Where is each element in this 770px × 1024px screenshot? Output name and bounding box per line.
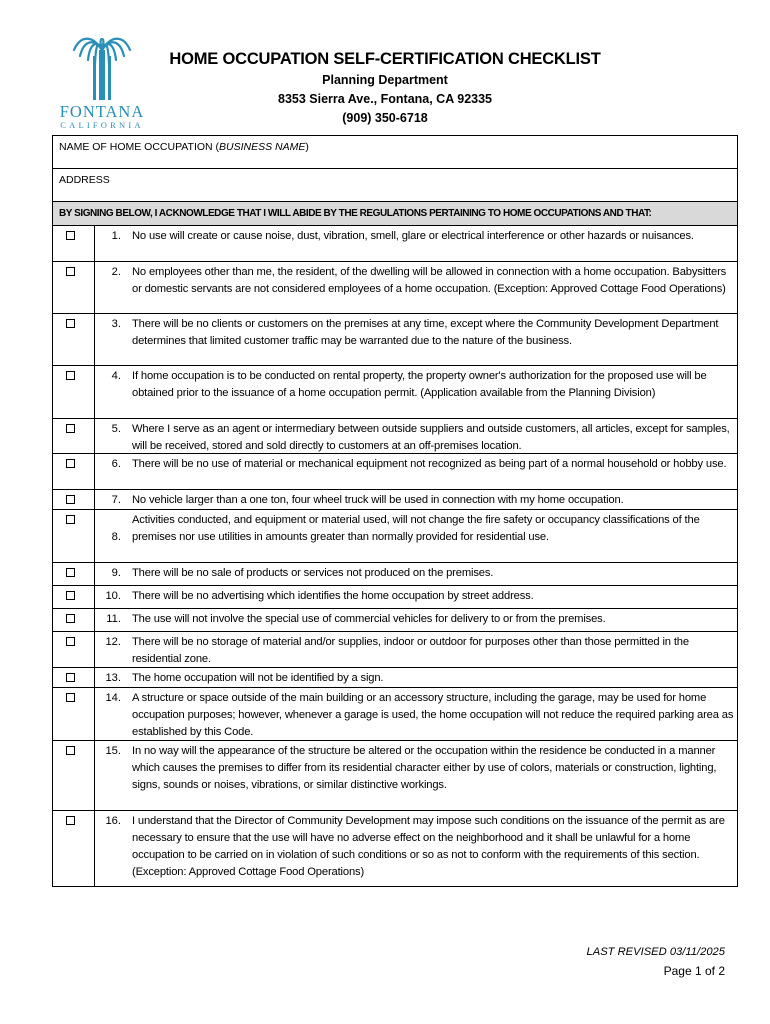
business-name-field[interactable]: [53, 136, 737, 169]
checkbox[interactable]: [66, 424, 75, 433]
checklist-item: [53, 562, 737, 586]
checkbox[interactable]: [66, 371, 75, 380]
address-field[interactable]: [53, 169, 737, 202]
page-number: Page 1 of 2: [663, 964, 725, 978]
item-number: 6.: [111, 458, 121, 470]
checklist-item: [53, 261, 737, 314]
department-phone: (909) 350-6718: [342, 111, 428, 125]
page-title: HOME OCCUPATION SELF-CERTIFICATION CHECKLIST: [169, 50, 601, 68]
checkbox[interactable]: [66, 614, 75, 623]
item-text: I understand that the Director of Community Development may impose such conditions on the issuance of the permit as are necessary to ensure that the use will have no adverse effect on the neighborhood and it shall be unlawful for a home occupation to be carried on in violation of such conditions or so as not to conform with the requirements of this section. (Exception: Approved Cottage Food Operations): [132, 815, 725, 878]
item-number: 7.: [111, 494, 121, 506]
checklist-item: [53, 489, 737, 510]
business-name-hint: BUSINESS NAME: [219, 141, 306, 153]
item-text: There will be no storage of material and/or supplies, indoor or outdoor for purposes other than those permitted in the residential zone.: [132, 636, 689, 665]
checkbox[interactable]: [66, 319, 75, 328]
item-number: 10.: [105, 590, 121, 602]
address-label: ADDRESS: [59, 174, 110, 186]
item-text: The use will not involve the special use of commercial vehicles for delivery to or from the premises.: [132, 613, 606, 625]
checklist-item: [53, 667, 737, 688]
checkbox[interactable]: [66, 515, 75, 524]
item-text: There will be no use of material or mechanical equipment not recognized as being part of a normal household or hobby use.: [132, 458, 727, 470]
checklist-form: [52, 135, 738, 887]
checkbox[interactable]: [66, 591, 75, 600]
item-number: 11.: [106, 613, 121, 625]
item-number: 9.: [111, 567, 121, 579]
checkbox[interactable]: [66, 816, 75, 825]
checklist-item: [53, 226, 737, 261]
item-number: 16.: [105, 815, 121, 827]
item-number: 3.: [111, 318, 121, 330]
checklist-item: [53, 453, 737, 490]
acknowledgement-banner: BY SIGNING BELOW, I ACKNOWLEDGE THAT I WILL ABIDE BY THE REGULATIONS PERTAINING TO HOME OCCUPATIONS AND THAT:: [53, 202, 737, 226]
checklist-item: [53, 418, 737, 454]
checklist-item: [53, 608, 737, 632]
checklist-item: [53, 810, 737, 888]
item-text: The home occupation will not be identified by a sign.: [132, 672, 384, 684]
checklist-item: [53, 585, 737, 609]
item-text: No employees other than me, the resident, of the dwelling will be allowed in connection with a home occupation. Babysitters or domestic servants are not considered employees of a home occupation. (Exception: Approved Cottage Food Operations): [132, 266, 727, 295]
item-number: 13.: [105, 672, 121, 684]
item-number: 1.: [111, 230, 121, 242]
item-text: No vehicle larger than a one ton, four wheel truck will be used in connection with my home occupation.: [132, 494, 624, 506]
checklist-item: [53, 740, 737, 811]
checkbox[interactable]: [66, 231, 75, 240]
item-text: There will be no advertising which identifies the home occupation by street address.: [132, 590, 534, 602]
item-text: Activities conducted, and equipment or material used, will not change the fire safety or occupancy classifications of the premises nor use utilities in amounts greater than normally provided for residential use.: [132, 514, 700, 543]
item-number: 15.: [105, 745, 121, 757]
item-number: 12.: [105, 636, 121, 648]
last-revised: LAST REVISED 03/11/2025: [586, 946, 725, 958]
business-name-close: ): [305, 141, 309, 153]
department-address: 8353 Sierra Ave., Fontana, CA 92335: [278, 92, 492, 106]
checkbox[interactable]: [66, 495, 75, 504]
item-text: In no way will the appearance of the structure be altered or the occupation within the residence be conducted in a manner which causes the premises to differ from its residential character either by use of colors, materials or construction, lighting, signs, sounds or noises, vibrations, or similar distinctive workings.: [132, 745, 717, 791]
item-text: There will be no sale of products or services not produced on the premises.: [132, 567, 494, 579]
item-text: A structure or space outside of the main building or an accessory structure, including the garage, may be used for home occupation purposes; however, whenever a garage is used, the home occupation will not reduce the required parking area as established by this Code.: [132, 692, 734, 738]
checklist-item: [53, 313, 737, 366]
item-number: 5.: [111, 423, 121, 435]
checkbox[interactable]: [66, 459, 75, 468]
checklist-item: [53, 365, 737, 419]
logo-subtitle: CALIFORNIA: [60, 120, 144, 130]
item-text: There will be no clients or customers on the premises at any time, except where the Community Development Department determines that limited customer traffic may be warranted due to the nature of the business.: [132, 318, 719, 347]
checklist-item: [53, 687, 737, 741]
checkbox[interactable]: [66, 746, 75, 755]
palm-tree-icon: [52, 30, 152, 102]
item-number: 4.: [111, 370, 121, 382]
item-number: 8.: [111, 531, 121, 543]
checkbox[interactable]: [66, 693, 75, 702]
checklist-item: [53, 631, 737, 668]
checkbox[interactable]: [66, 637, 75, 646]
checkbox[interactable]: [66, 568, 75, 577]
item-number: 2.: [111, 266, 121, 278]
checkbox[interactable]: [66, 267, 75, 276]
item-number: 14.: [105, 692, 121, 704]
department-name: Planning Department: [322, 73, 448, 87]
fontana-logo: [52, 30, 152, 132]
item-text: No use will create or cause noise, dust, vibration, smell, glare or electrical interference or other hazards or nuisances.: [132, 230, 694, 242]
checklist-item: [53, 509, 737, 563]
item-text: If home occupation is to be conducted on rental property, the property owner's authorization for the proposed use will be obtained prior to the issuance of a home occupation permit. (Application available from the Planning Division): [132, 370, 707, 399]
business-name-label: NAME OF HOME OCCUPATION (: [59, 141, 220, 153]
checkbox[interactable]: [66, 673, 75, 682]
item-text: Where I serve as an agent or intermediary between outside suppliers and outside customers, all articles, except for samples, will be received, stored and sold directly to customers at an off-premises location.: [132, 423, 730, 452]
logo-wordmark: FONTANA: [59, 102, 145, 121]
